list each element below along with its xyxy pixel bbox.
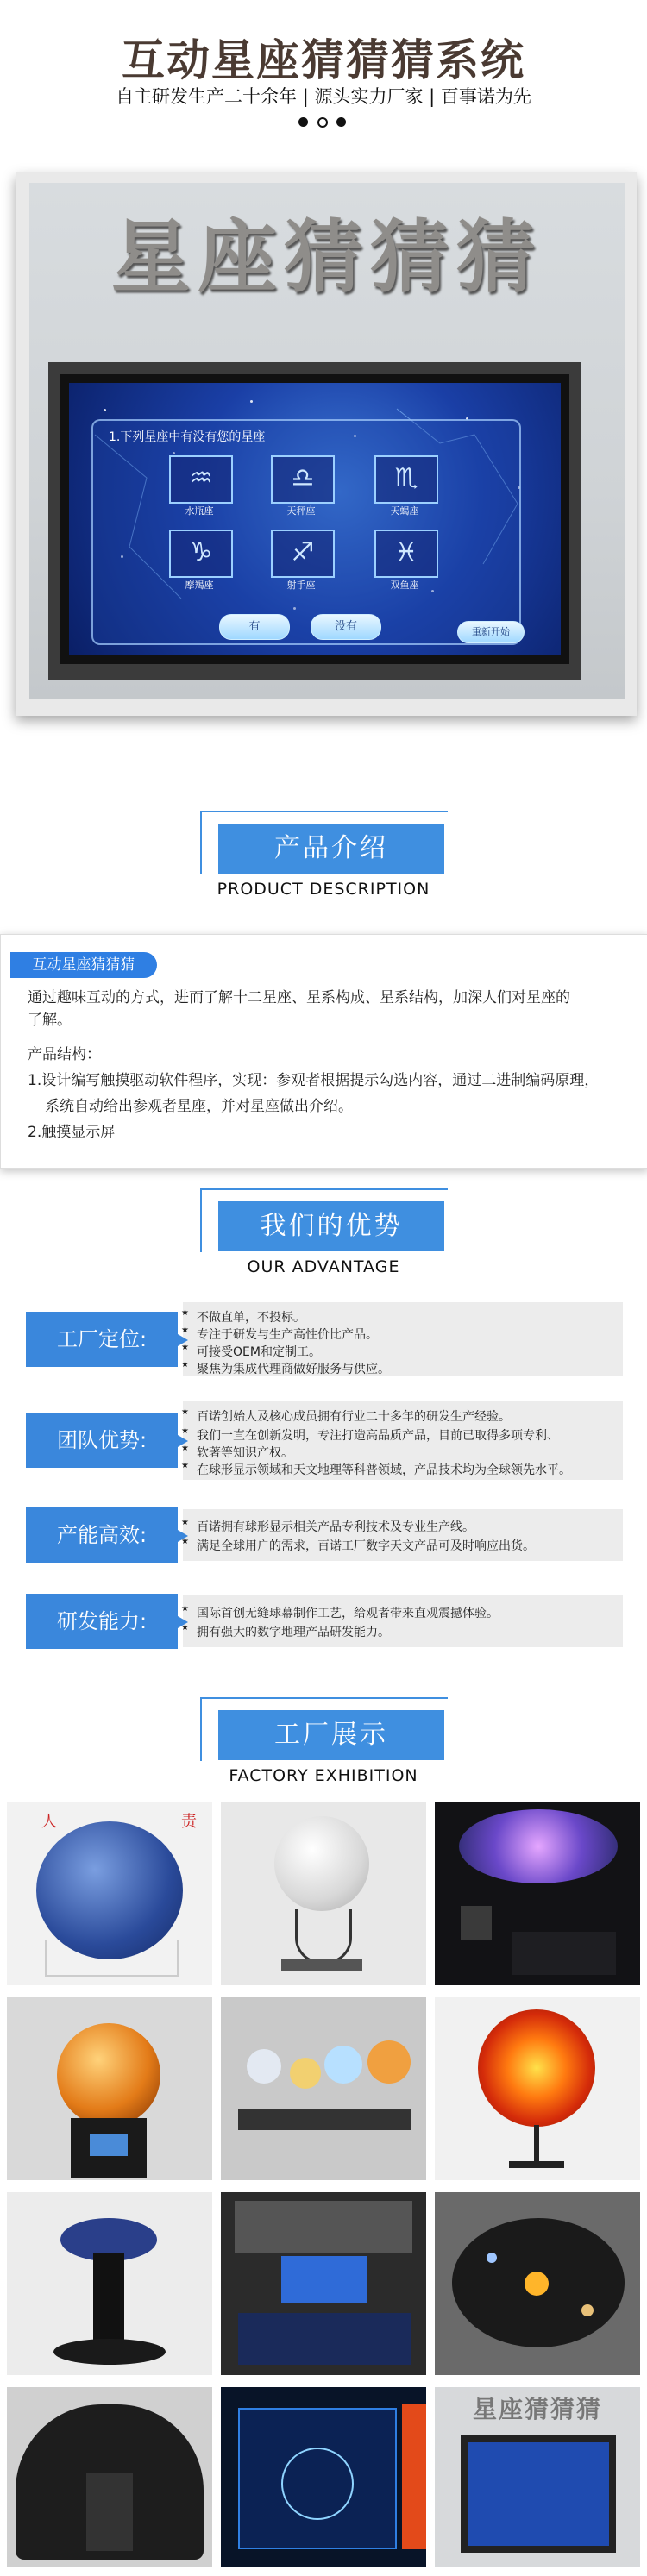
planet-icon: [367, 2040, 411, 2084]
aquarius-icon[interactable]: ♒: [169, 455, 233, 504]
product-text-line: 2.触摸显示屏: [28, 1124, 116, 1141]
libra-icon[interactable]: ♎: [271, 455, 335, 504]
pisces-icon[interactable]: ♓: [374, 530, 438, 578]
advantage-line: ★ 拥有强大的数字地理产品研发能力。: [197, 1623, 390, 1640]
planet-icon: [487, 2253, 497, 2263]
section-heading-en: OUR ADVANTAGE: [247, 1257, 400, 1276]
base-icon: [53, 2339, 166, 2365]
section-heading-en: FACTORY EXHIBITION: [229, 1766, 418, 1785]
screen-icon: [281, 2256, 367, 2303]
advantage-line: ★ 满足全球用户的需求，百诺工厂数字天文产品可及时响应出货。: [197, 1537, 535, 1554]
photo-sign: 星座猜猜猜: [472, 2395, 602, 2423]
planet-icon: [324, 2046, 362, 2084]
section-heading: 工厂展示: [218, 1710, 444, 1760]
earth-core-icon: [478, 2009, 595, 2127]
window-icon: [461, 1906, 492, 1940]
factory-photo[interactable]: [221, 2387, 426, 2567]
factory-photo[interactable]: [221, 2192, 426, 2375]
carousel-dots[interactable]: [298, 117, 350, 129]
photo-text: 责: [181, 1813, 197, 1831]
planet-icon: [581, 2304, 594, 2316]
page-title: 互动星座猜猜猜系统: [122, 35, 525, 85]
stand-icon: [45, 1940, 179, 1977]
factory-photo[interactable]: [7, 1997, 212, 2180]
advantage-badge: 团队优势:: [26, 1413, 178, 1468]
product-text-line: 1.设计编写触摸驱动软件程序，实现：参观者根据提示勾选内容，通过二进制编码原理，: [28, 1072, 600, 1089]
advantage-line: ★ 不做直单，不投标。: [197, 1308, 305, 1326]
advantage-line: ★ 专注于研发与生产高性价比产品。: [197, 1326, 378, 1343]
zodiac-label: 水瓶座: [185, 505, 214, 517]
sun-globe-icon: [57, 2023, 160, 2127]
quiz-question: 1.下列星座中有没有您的星座: [109, 430, 266, 444]
zodiac-label: 天秤座: [286, 505, 316, 517]
advantage-line: ★ 百诺拥有球形显示相关产品专利技术及专业生产线。: [197, 1518, 474, 1535]
factory-photo[interactable]: [221, 1802, 426, 1985]
scorpio-icon[interactable]: ♏: [374, 455, 438, 504]
advantage-line: ★ 百诺创始人及核心成员拥有行业二十多年的研发生产经验。: [197, 1407, 511, 1425]
product-text-line: 通过趣味互动的方式，进而了解十二星座、星系构成、星系结构，加深人们对星座的: [28, 989, 570, 1006]
section-heading: 产品介绍: [218, 824, 444, 874]
globe-icon: [36, 1821, 183, 1959]
advantage-badge: 工厂定位:: [26, 1312, 178, 1367]
carousel-dot[interactable]: [336, 117, 346, 127]
planet-icon: [247, 2049, 281, 2084]
panel-icon: [402, 2404, 426, 2549]
product-tag: 互动星座猜猜猜: [10, 952, 157, 978]
section-heading: 我们的优势: [218, 1201, 444, 1251]
shelf-icon: [235, 2201, 412, 2253]
product-text-line: 了解。: [28, 1012, 72, 1029]
factory-photo[interactable]: [435, 2387, 640, 2567]
sun-icon: [525, 2272, 549, 2296]
planet-icon: [290, 2058, 321, 2089]
zodiac-label: 天蝎座: [390, 505, 419, 517]
table-icon: [238, 2313, 411, 2365]
factory-photo[interactable]: [7, 2192, 212, 2375]
advantage-line: ★ 软著等知识产权。: [197, 1444, 293, 1461]
constellation-ring-icon: [281, 2448, 354, 2520]
door-icon: [86, 2473, 133, 2551]
base-icon: [281, 1959, 362, 1971]
advantage-line: ★ 在球形显示领域和天文地理等科普领域，产品技术均为全球领先水平。: [197, 1461, 571, 1478]
zodiac-label: 射手座: [286, 580, 316, 591]
factory-photo[interactable]: [435, 2192, 640, 2375]
factory-photo[interactable]: [221, 1997, 426, 2180]
zodiac-label: 双鱼座: [390, 580, 419, 591]
no-button[interactable]: 没有: [311, 614, 381, 640]
screen-icon: [90, 2134, 128, 2156]
yes-button[interactable]: 有: [219, 614, 290, 640]
stand-icon: [93, 2253, 124, 2347]
hero-wall-sign: 星座猜猜猜: [110, 211, 543, 304]
page-subtitle: 自主研发生产二十余年 | 源头实力厂家 | 百事诺为先: [116, 86, 531, 107]
product-text-line: 产品结构：: [28, 1046, 101, 1063]
factory-photo[interactable]: [7, 2387, 212, 2567]
advantage-line: ★ 聚焦为集成代理商做好服务与供应。: [197, 1360, 390, 1377]
photo-text: 人: [41, 1813, 57, 1831]
factory-photo[interactable]: [435, 1802, 640, 1985]
factory-photo[interactable]: [7, 1802, 212, 1985]
advantage-line: ★ 可接受OEM和定制工。: [197, 1343, 321, 1360]
factory-photo[interactable]: [435, 1997, 640, 2180]
stand-icon: [295, 1909, 352, 1964]
zodiac-label: 摩羯座: [185, 580, 214, 591]
capricorn-icon[interactable]: ♑: [169, 530, 233, 578]
base-icon: [509, 2161, 564, 2168]
table-icon: [238, 2109, 411, 2130]
advantage-badge: 产能高效:: [26, 1507, 178, 1563]
section-heading-en: PRODUCT DESCRIPTION: [217, 880, 430, 899]
dome-icon: [459, 1809, 618, 1883]
advantage-badge: 研发能力:: [26, 1594, 178, 1649]
cabinet-icon: [512, 1932, 616, 1975]
carousel-dot[interactable]: [317, 117, 328, 128]
sagittarius-icon[interactable]: ♐: [271, 530, 335, 578]
moon-globe-icon: [274, 1816, 369, 1911]
restart-button[interactable]: 重新开始: [457, 621, 525, 643]
product-text-line: 系统自动给出参观者星座，并对星座做出介绍。: [45, 1098, 353, 1115]
advantage-line: ★ 国际首创无缝球幕制作工艺，给观者带来直观震撼体验。: [197, 1604, 499, 1621]
pole-icon: [534, 2125, 539, 2163]
carousel-dot[interactable]: [298, 117, 308, 127]
tv-screen-icon: [468, 2442, 609, 2546]
advantage-line: ★ 我们一直在创新发明，专注打造高品质产品，目前已取得多项专利、: [197, 1426, 559, 1444]
